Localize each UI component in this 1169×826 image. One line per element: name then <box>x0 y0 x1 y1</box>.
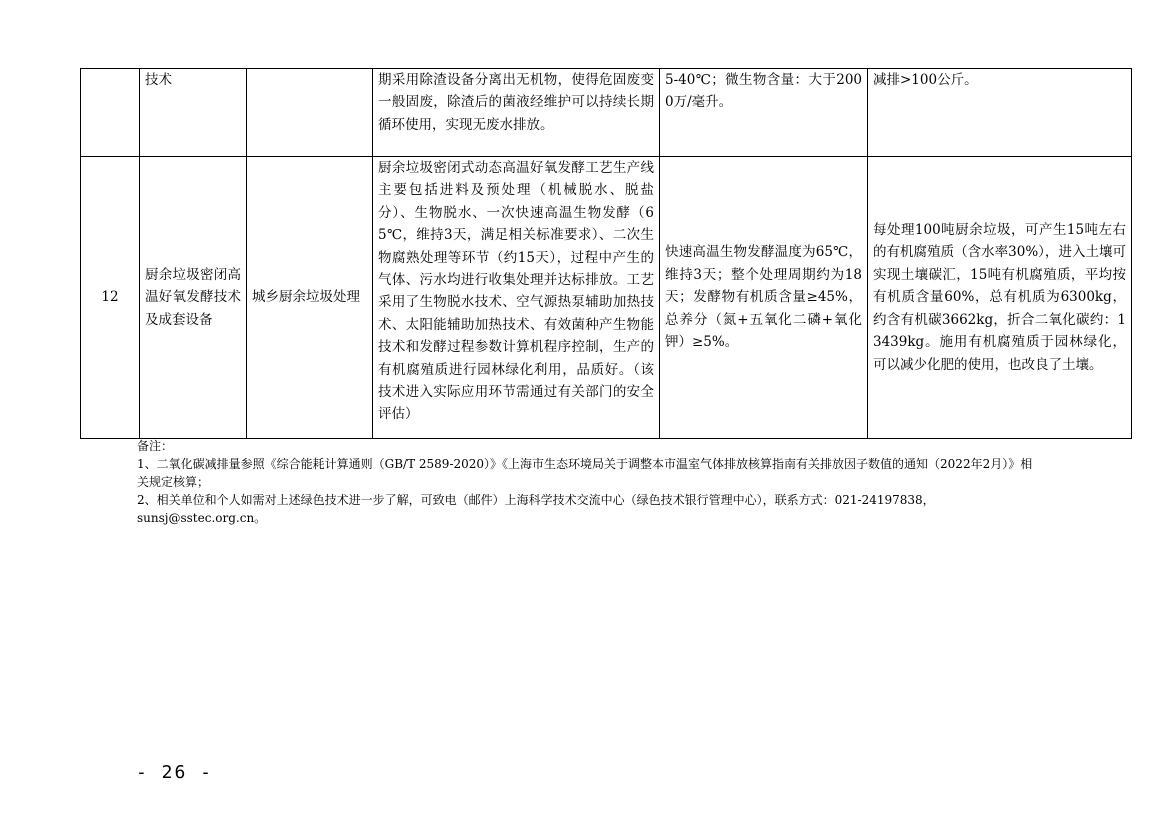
notes-section <box>137 437 1037 527</box>
row-number-cell: 12 <box>81 157 140 439</box>
technology-content-cell: 厨余垃圾密闭式动态高温好氧发酵工艺生产线主要包括进料及预处理（机械脱水、脱盐分）、生物脱水、一次快速高温生物发酵（65℃，维持3天，满足相关标准要求）、二次生物腐熟处理等环节（约15天），过程中产生的气体、污水均进行收集处理并达标排放。工艺采用了生物脱水技术、空气源热泵辅助加热技术、太阳能辅助加热技术、有效菌种产生物能技术和发酵过程参数计算机程序控制，生产的有机腐殖质进行园林绿化利用，品质好。（该技术进入实际应用环节需通过有关部门的安全评估） <box>373 157 660 439</box>
category-cell: 城乡厨余垃圾处理 <box>247 157 373 439</box>
parameters-cell: 5-40℃；微生物含量：大于2000万/毫升。 <box>660 69 868 157</box>
benefits-cell: 每处理100吨厨余垃圾，可产生15吨左右的有机腐殖质（含水率30%），进入土壤可实现土壤碳汇，15吨有机腐殖质，平均按有机质含量60%，总有机质为6300kg，约含有机碳3662kg，折合二氧化碳约：13439kg。施用有机腐殖质于园林绿化，可以减少化肥的使用，也改良了土壤。 <box>868 157 1132 439</box>
technology-name-cell: 厨余垃圾密闭高温好氧发酵技术及成套设备 <box>140 157 247 439</box>
table-row <box>81 157 1132 439</box>
benefits-cell: 减排>100公斤。 <box>868 69 1132 157</box>
row-number-cell <box>81 69 140 157</box>
technology-table <box>80 68 1132 439</box>
note-item: 2、相关单位和个人如需对上述绿色技术进一步了解，可致电（邮件）上海科学技术交流中心（绿色技术银行管理中心），联系方式：021-24197838，sunsj@sstec.org.cn。 <box>137 493 935 525</box>
page-number: - 26 - <box>136 762 214 783</box>
parameters-cell: 快速高温生物发酵温度为65℃，维持3天；整个处理周期约为18天；发酵物有机质含量≥45%，总养分（氮+五氧化二磷+氧化钾）≥5%。 <box>660 157 868 439</box>
technology-name-cell: 技术 <box>140 69 247 157</box>
note-item: 1、二氧化碳减排量参照《综合能耗计算通则（GB/T 2589-2020）》《上海市生态环境局关于调整本市温室气体排放核算指南有关排放因子数值的通知（2022年2月）》相关规定核算； <box>137 457 1033 489</box>
technology-content-cell: 期采用除渣设备分离出无机物，使得危固废变一般固废，除渣后的菌液经维护可以持续长期循环使用，实现无废水排放。 <box>373 69 660 157</box>
category-cell <box>247 69 373 157</box>
notes-heading: 备注： <box>137 439 174 453</box>
table-row <box>81 69 1132 157</box>
